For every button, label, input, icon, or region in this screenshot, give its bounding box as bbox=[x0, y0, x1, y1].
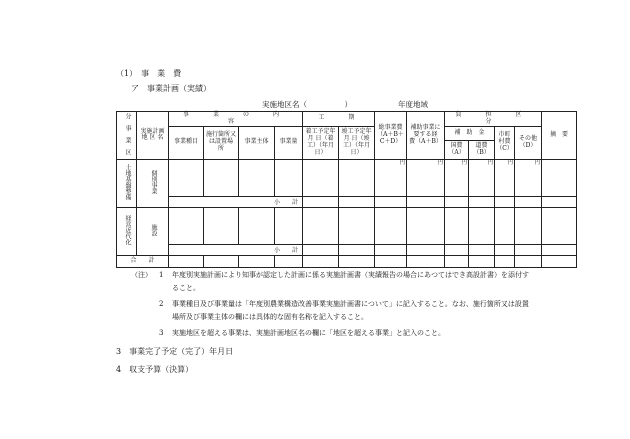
grand-total: 合 計 bbox=[117, 255, 169, 267]
header-remarks: 摘 要 bbox=[542, 112, 577, 160]
header-other: その他（D） bbox=[515, 126, 542, 159]
table-row bbox=[117, 244, 577, 255]
category-land-sub: 個別事業 bbox=[137, 159, 169, 207]
note-1-line-1: 年度別実施計画により知事が認定した計画に係る実施計画書（実績報告の場合にあつてはでき高設計書）を添付す bbox=[172, 271, 529, 279]
unit-total: 円 bbox=[375, 159, 407, 196]
project-plan-table bbox=[116, 111, 577, 268]
table-row bbox=[117, 207, 577, 244]
unit-other: 円 bbox=[515, 159, 542, 196]
table-row bbox=[117, 159, 577, 196]
unit-municipal: 円 bbox=[495, 159, 515, 196]
note-2-number: 2 bbox=[159, 300, 164, 308]
header-municipal: 市町村費（C） bbox=[495, 126, 515, 159]
unit-subsidy-target: 円 bbox=[407, 159, 445, 196]
sub-heading: ア 事業計画（実績） bbox=[131, 84, 211, 93]
header-end: 竣工予定年 月 日（竣 工）（年月日） bbox=[339, 126, 375, 159]
note-2-line-1: 事業種目及び事業量は「年度別農業構造改善事業実施計画書について」に記入すること。なお、施行箇所又は設置 bbox=[172, 300, 529, 308]
notes-label: （注） bbox=[131, 271, 152, 279]
unit-national: 円 bbox=[445, 159, 469, 196]
header-burden: 負 担 区 分 bbox=[445, 112, 542, 127]
note-1-number: 1 bbox=[159, 271, 164, 279]
table-row bbox=[117, 255, 577, 267]
header-period: 工 期 bbox=[303, 112, 375, 127]
item-3-completion-date: 3 事業完了予定（完了）年月日 bbox=[116, 347, 234, 356]
category-land: 土地基盤整備 bbox=[117, 159, 137, 207]
table-row bbox=[117, 196, 577, 207]
header-national: 国費（A） bbox=[445, 140, 469, 159]
header-subsidy: 補 助 金 bbox=[445, 126, 495, 140]
header-content: 事 業 の 内 容 bbox=[169, 112, 303, 127]
category-modern: 経営近代化 bbox=[117, 207, 137, 255]
header-type: 事業種目 bbox=[169, 126, 204, 159]
year-region-caption: 年度地域 bbox=[398, 100, 428, 109]
section-heading: （1） 事 業 費 bbox=[116, 69, 182, 78]
header-entity: 事業主体 bbox=[239, 126, 275, 159]
header-amount: 事業量 bbox=[275, 126, 303, 159]
subtotal-modern: 小 計 bbox=[169, 244, 303, 255]
note-2-line-2: 場所及び事業主体の欄には具体的な固有名称を記入すること。 bbox=[172, 313, 368, 321]
category-modern-sub: 施設 bbox=[137, 207, 169, 255]
note-1-line-2: ること。 bbox=[172, 284, 200, 292]
header-location: 施行箇所又は設置場 所 bbox=[204, 126, 239, 159]
header-total: 総事業費（A＋B＋C＋D） bbox=[375, 112, 407, 160]
header-subsidy-target: 補助事業に要する経 費（A＋B） bbox=[407, 112, 445, 160]
header-pref: 道費（B） bbox=[469, 140, 495, 159]
header-district: 実施計画地 区 名 bbox=[137, 112, 169, 160]
note-3-number: 3 bbox=[159, 329, 164, 337]
district-caption: 実施地区名（ ） bbox=[262, 100, 352, 109]
header-category: 分 事 業 区 bbox=[117, 112, 137, 160]
note-3-line-1: 実施地区を超える事業は、実施計画地区名の欄に「地区を超える事業」と記入のこと。 bbox=[172, 329, 445, 337]
header-start: 着工予定年 月 日（着 工）（年月日） bbox=[303, 126, 339, 159]
unit-pref: 円 bbox=[469, 159, 495, 196]
subtotal-land: 小 計 bbox=[169, 196, 303, 207]
item-4-budget: 4 収支予算（決算） bbox=[116, 365, 194, 374]
